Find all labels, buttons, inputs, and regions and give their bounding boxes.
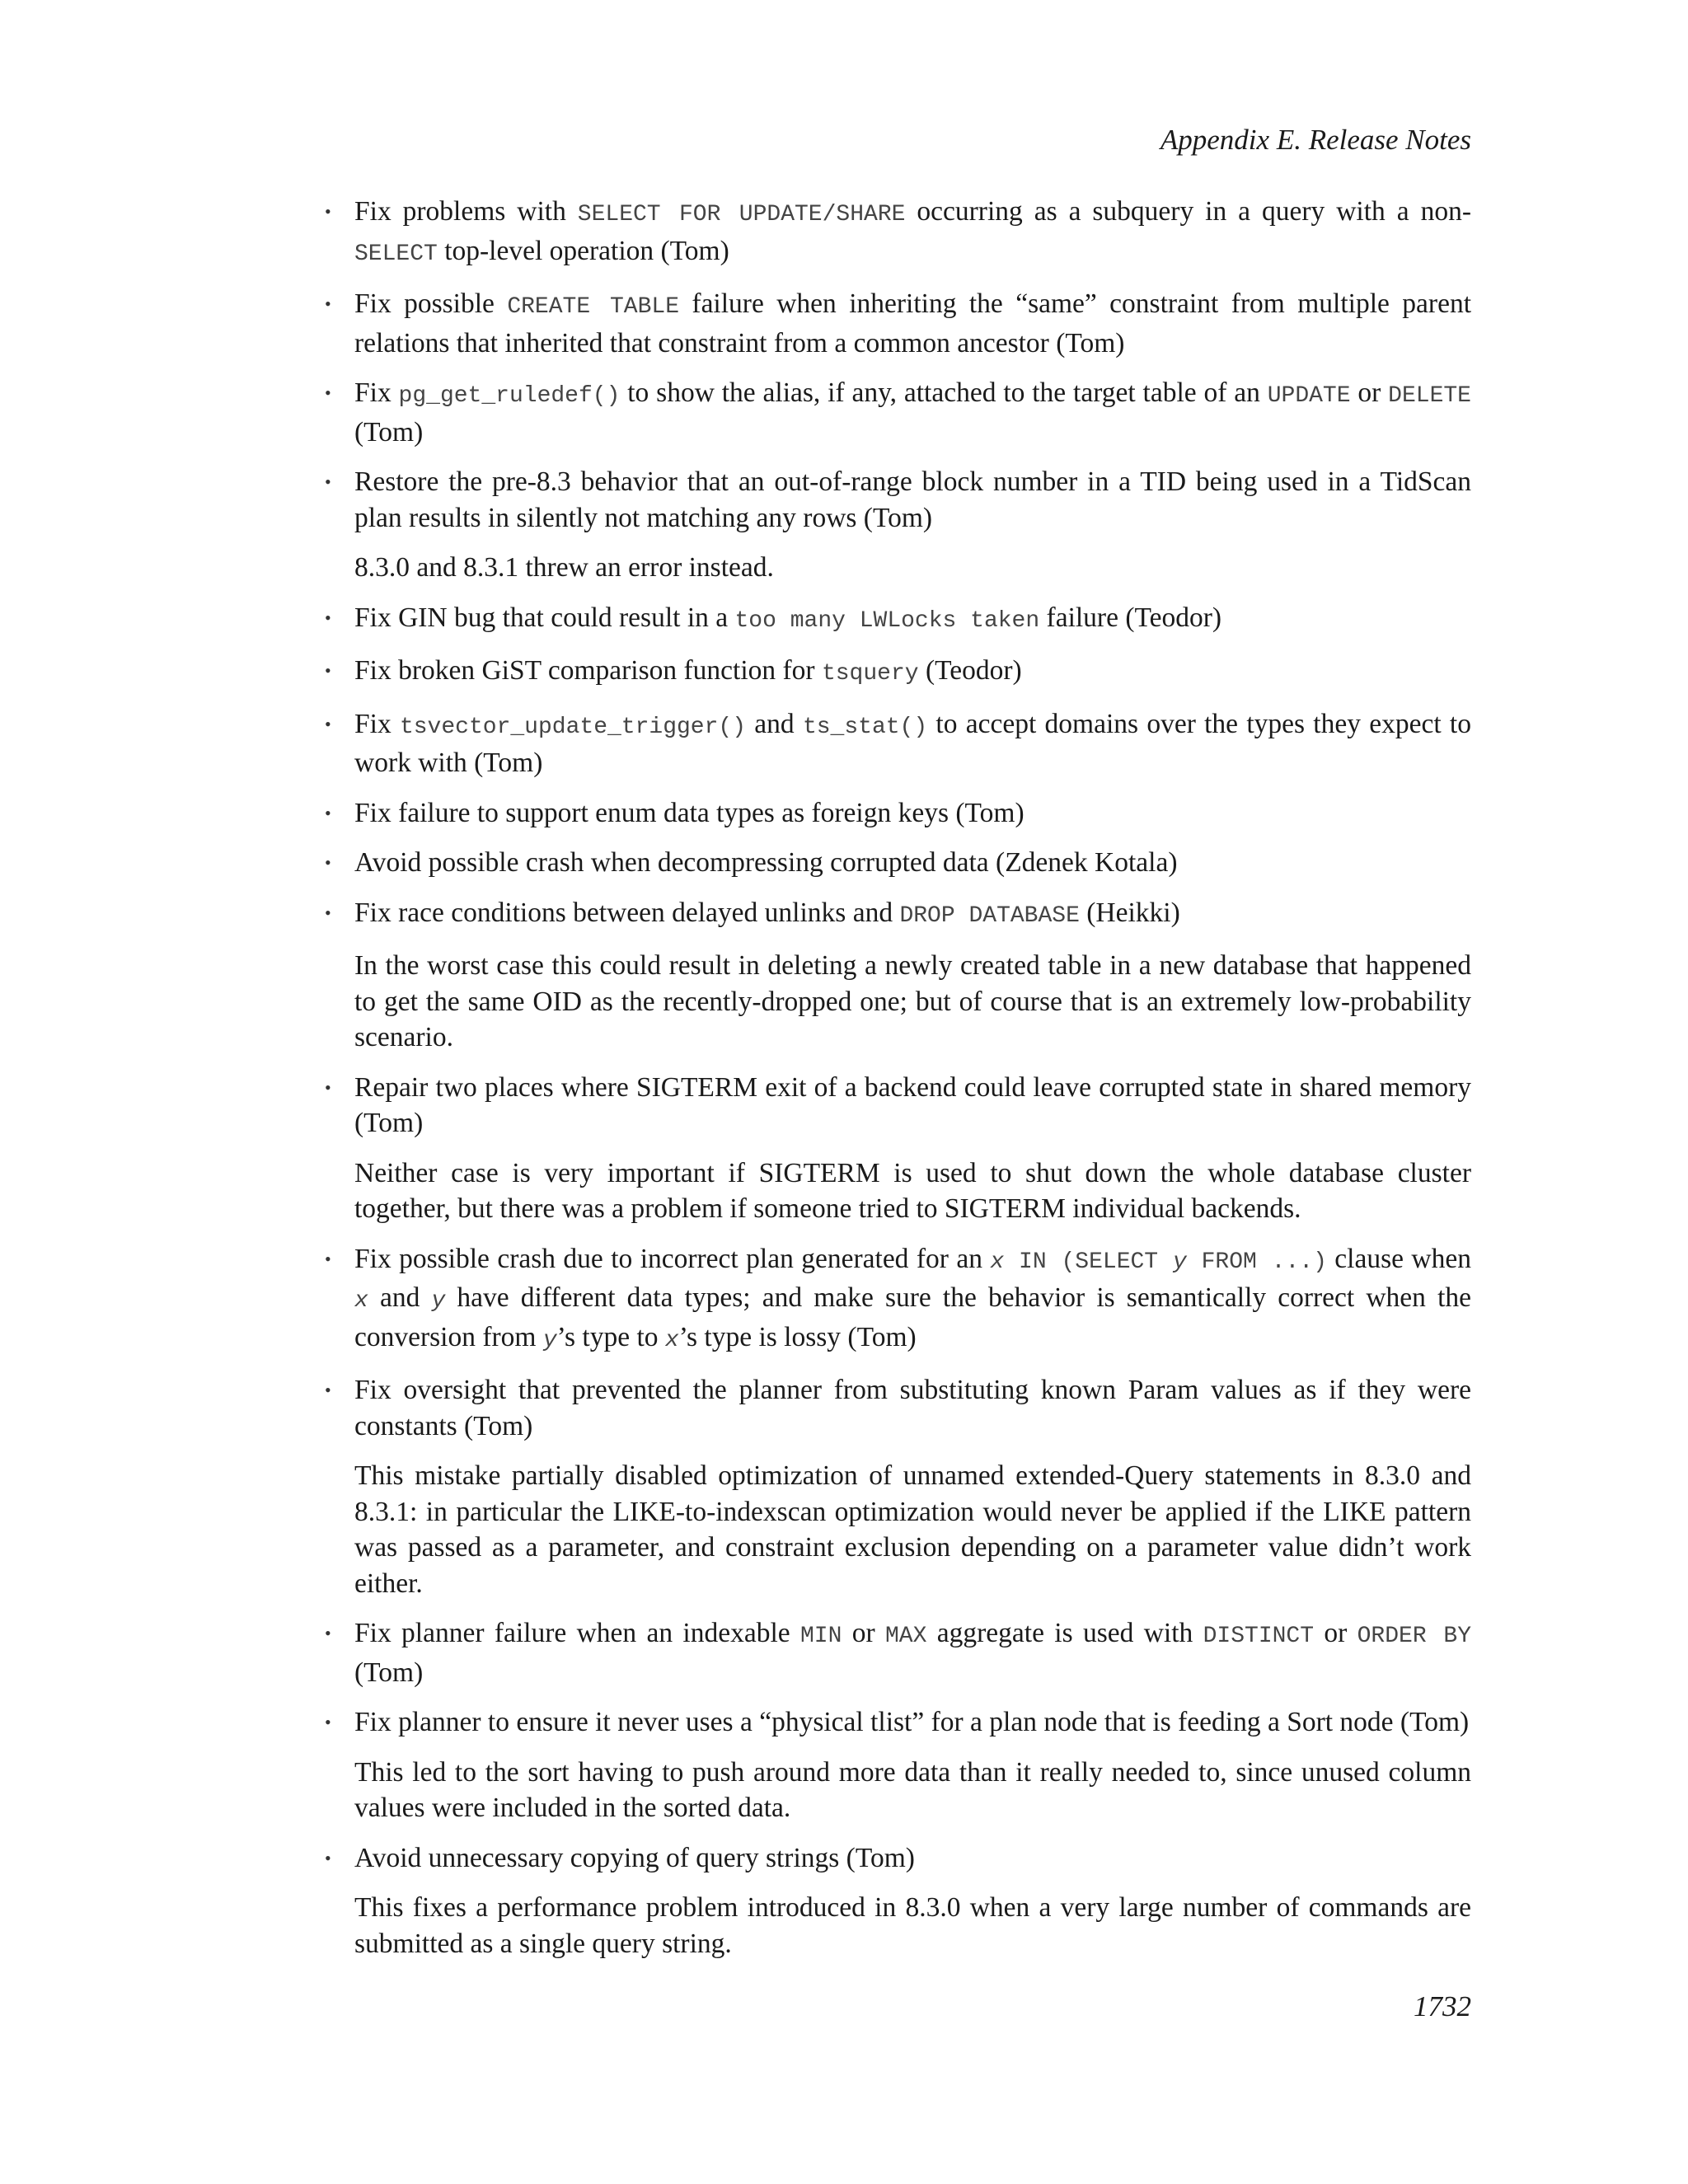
text-run: (Tom) bbox=[354, 1657, 424, 1688]
bullet-item bbox=[354, 795, 1471, 832]
code-literal: CREATE TABLE bbox=[507, 294, 679, 320]
code-literal: SELECT bbox=[354, 241, 438, 267]
bullet-item bbox=[354, 653, 1471, 692]
running-header: Appendix E. Release Notes bbox=[1160, 124, 1471, 156]
text-run: Repair two places where SIGTERM exit of a backend could leave corrupted state in shared memory (Tom) bbox=[354, 1071, 1471, 1138]
text-run: have different data types; and make sure the behavior is semantically correct when the conversion from bbox=[354, 1282, 1471, 1352]
text-run: Fix planner to ensure it never uses a “physical tlist” for a plan node that is feeding a Sort node (Tom) bbox=[354, 1707, 1470, 1737]
bullet-item bbox=[354, 286, 1471, 361]
bullet-item bbox=[354, 1372, 1471, 1444]
code-literal: tsvector_update_trigger() bbox=[399, 714, 747, 740]
text-run: or bbox=[842, 1618, 885, 1648]
text-run: failure (Teodor) bbox=[1039, 602, 1222, 633]
text-run: Fix bbox=[354, 377, 399, 408]
code-literal: MIN bbox=[799, 1624, 842, 1649]
code-literal: MAX bbox=[885, 1624, 927, 1649]
text-run: Fix failure to support enum data types as foreign keys (Tom) bbox=[354, 797, 1025, 828]
text-run: Fix possible crash due to incorrect plan generated for an bbox=[354, 1243, 991, 1274]
code-variable: x bbox=[664, 1327, 679, 1353]
release-notes-list bbox=[354, 194, 1471, 1975]
text-run: to show the alias, if any, attached to the target table of an bbox=[620, 377, 1268, 408]
code-literal: ORDER BY bbox=[1357, 1624, 1472, 1649]
code-literal: FROM ...) bbox=[1186, 1249, 1327, 1275]
bullet-item bbox=[354, 706, 1471, 781]
code-literal: UPDATE bbox=[1267, 383, 1351, 409]
text-run: ’s type to bbox=[556, 1321, 665, 1352]
note-paragraph bbox=[354, 1458, 1471, 1601]
text-run: or bbox=[1314, 1618, 1357, 1648]
text-run: aggregate is used with bbox=[926, 1618, 1203, 1648]
text-run: Fix oversight that prevented the planner from substituting known Param values as if they were constants (Tom) bbox=[354, 1375, 1471, 1441]
bullet-item bbox=[354, 600, 1471, 640]
text-run: top-level operation (Tom) bbox=[437, 235, 729, 266]
note-paragraph bbox=[354, 1755, 1471, 1826]
bullet-item bbox=[354, 464, 1471, 536]
code-literal: pg_get_ruledef() bbox=[398, 383, 621, 409]
text-run: Restore the pre-8.3 behavior that an out-of-range block number in a TID being used in a TidScan plan results in silently not matching any rows (Tom) bbox=[354, 466, 1471, 533]
text-run: Fix planner failure when an indexable bbox=[354, 1618, 800, 1648]
code-variable: y bbox=[542, 1327, 557, 1353]
bullet-item bbox=[354, 1070, 1471, 1141]
bullet-item bbox=[354, 1615, 1471, 1690]
text-run: This led to the sort having to push around more data than it really needed to, since unused column values were included in the sorted data. bbox=[354, 1756, 1471, 1823]
code-literal: SELECT FOR UPDATE/SHARE bbox=[577, 202, 906, 227]
code-literal: DISTINCT bbox=[1203, 1624, 1315, 1649]
note-paragraph bbox=[354, 948, 1471, 1056]
text-run: to accept domains over the types they expect to work with (Tom) bbox=[354, 708, 1471, 778]
text-run: or bbox=[1350, 377, 1389, 408]
text-run: (Heikki) bbox=[1079, 897, 1180, 928]
text-run: Fix problems with bbox=[354, 196, 578, 227]
code-variable: x bbox=[990, 1249, 1005, 1275]
text-run: Fix race conditions between delayed unlinks and bbox=[354, 897, 900, 928]
note-paragraph bbox=[354, 1890, 1471, 1961]
text-run: Neither case is very important if SIGTERM is used to shut down the whole database cluster together, but there was a problem if someone tried to SIGTERM individual backends. bbox=[354, 1157, 1471, 1224]
bullet-item bbox=[354, 895, 1471, 935]
text-run: In the worst case this could result in deleting a newly created table in a new database that happened to get the same OID as the recently-dropped one; but of course that is an extremely low-probability scenario. bbox=[354, 950, 1471, 1052]
text-run: and bbox=[368, 1282, 432, 1313]
text-run: clause when bbox=[1326, 1243, 1471, 1274]
text-run: 8.3.0 and 8.3.1 threw an error instead. bbox=[354, 552, 774, 583]
text-run: This fixes a performance problem introduced in 8.3.0 when a very large number of commands are submitted as a single query string. bbox=[354, 1892, 1471, 1959]
code-literal: tsquery bbox=[821, 661, 919, 687]
text-run: occurring as a subquery in a query with a non- bbox=[905, 196, 1471, 227]
code-literal: too many LWLocks taken bbox=[734, 607, 1040, 634]
text-run: (Tom) bbox=[354, 416, 424, 448]
text-run: and bbox=[746, 708, 803, 739]
text-run: Fix GIN bug that could result in a bbox=[354, 602, 735, 633]
bullet-item bbox=[354, 375, 1471, 450]
code-literal: ts_stat() bbox=[802, 714, 928, 740]
note-paragraph bbox=[354, 1155, 1471, 1227]
text-run: ’s type is lossy (Tom) bbox=[678, 1321, 917, 1352]
text-run: Fix possible bbox=[354, 288, 508, 319]
text-run: Avoid unnecessary copying of query strings (Tom) bbox=[354, 1842, 915, 1873]
code-variable: x bbox=[354, 1288, 368, 1314]
code-literal: DROP DATABASE bbox=[899, 902, 1080, 929]
code-literal: DELETE bbox=[1388, 383, 1471, 409]
text-run: failure when inheriting the “same” constraint from multiple parent relations that inherited that constraint from a common ancestor (Tom) bbox=[354, 288, 1471, 359]
bullet-item bbox=[354, 1840, 1471, 1877]
code-literal: IN (SELECT bbox=[1004, 1249, 1173, 1275]
page-number: 1732 bbox=[1414, 1990, 1471, 2022]
text-run: This mistake partially disabled optimization of unnamed extended-Query statements in 8.3.0 and 8.3.1: in particular the LIKE-to-indexscan optimization would never be applied if the LIKE pattern was passed as a parameter, and constraint exclusion depending on a parameter value didn’t work either. bbox=[354, 1460, 1471, 1599]
code-variable: y bbox=[431, 1288, 446, 1314]
text-run: (Teodor) bbox=[918, 655, 1022, 686]
bullet-item bbox=[354, 194, 1471, 272]
bullet-item bbox=[354, 1241, 1471, 1359]
note-paragraph bbox=[354, 550, 1471, 586]
bullet-item bbox=[354, 1704, 1471, 1741]
text-run: Fix bbox=[354, 708, 400, 739]
text-run: Fix broken GiST comparison function for bbox=[354, 655, 822, 686]
bullet-item bbox=[354, 845, 1471, 881]
code-variable: y bbox=[1172, 1249, 1187, 1275]
text-run: Avoid possible crash when decompressing corrupted data (Zdenek Kotala) bbox=[354, 847, 1178, 878]
